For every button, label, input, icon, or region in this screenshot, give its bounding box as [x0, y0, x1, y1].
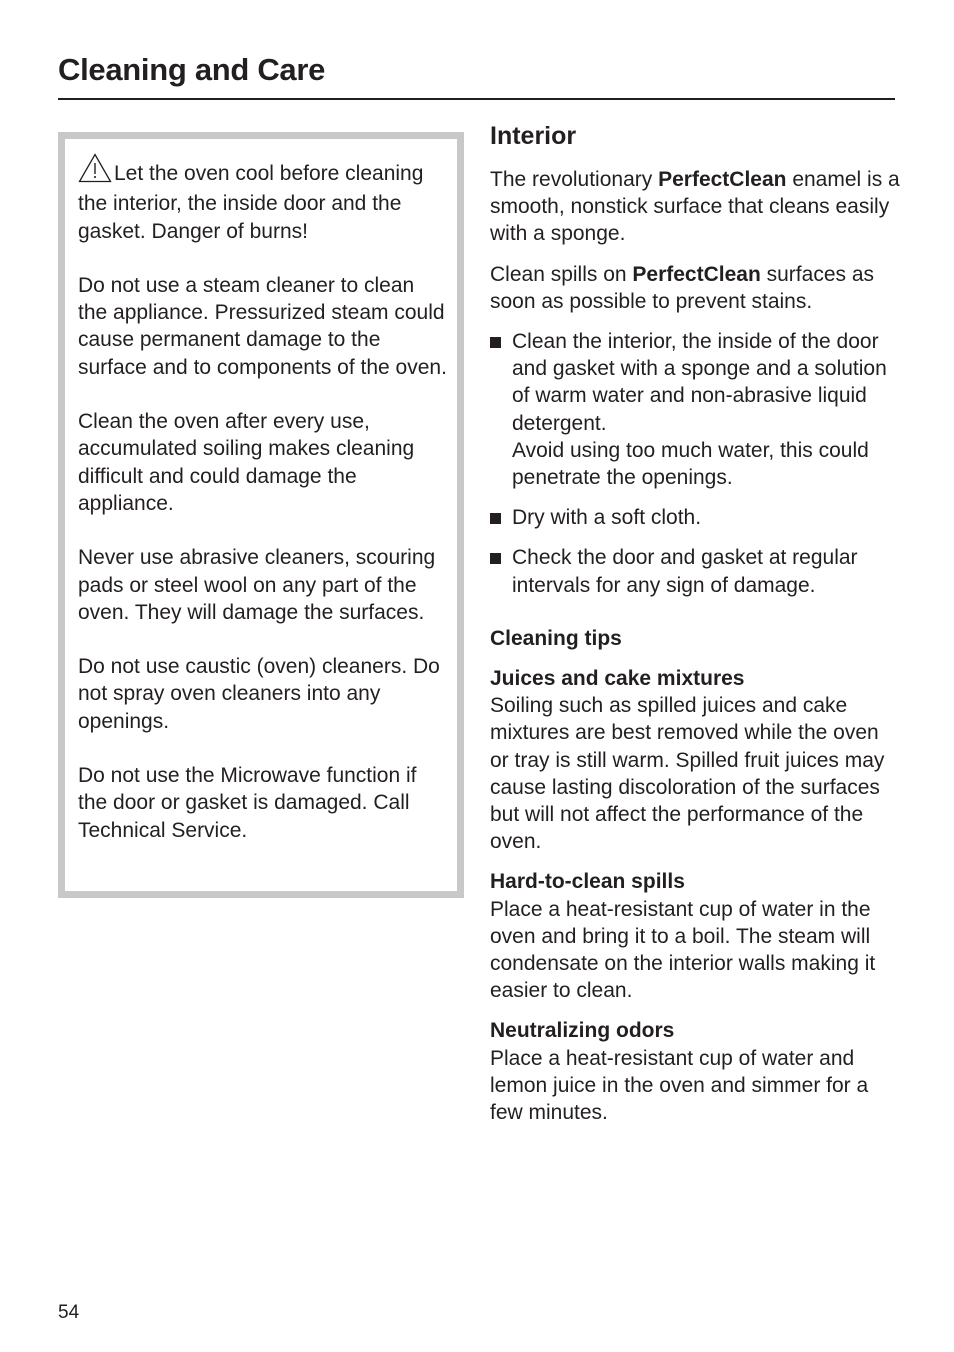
title-divider [58, 98, 895, 100]
list-item [490, 544, 900, 598]
list-item-text: Check the door and gasket at regular intervals for any sign of damage. [512, 546, 858, 597]
intro-paragraph [490, 261, 900, 315]
warning-paragraph: Do not use caustic (oven) cleaners. Do not spray oven cleaners into any openings. [78, 655, 440, 733]
warning-triangle-icon [78, 153, 112, 190]
square-bullet-icon [490, 513, 501, 524]
tip-juices [490, 665, 900, 855]
intro-text: surfaces as soon as possible to prevent stains. [490, 262, 875, 313]
intro-text: Clean spills on [490, 262, 633, 286]
cleaning-tips-heading: Cleaning tips [490, 626, 622, 650]
section-heading-interior: Interior [490, 122, 577, 150]
brand-term: PerfectClean [658, 168, 787, 191]
tip-heading: Juices and cake mixtures [490, 667, 745, 691]
warning-paragraph: Do not use the Microwave function if the door or gasket is damaged. Call Technical Service. [78, 764, 417, 842]
tip-hard-spills [490, 868, 900, 1004]
instruction-list [490, 328, 900, 599]
list-item [490, 328, 900, 491]
warning-paragraph: Do not use a steam cleaner to clean the appliance. Pressurized steam could cause permanent damage to the surface and to components of the oven. [78, 273, 447, 379]
page-title: Cleaning and Care [58, 52, 326, 87]
intro-text: enamel is a smooth, nonstick surface that cleans easily with a sponge. [490, 168, 900, 246]
list-item-text: Clean the interior, the inside of the door and gasket with a sponge and a solution of warm water and non-abrasive liquid detergent. [512, 330, 887, 435]
warning-paragraph [78, 153, 449, 245]
square-bullet-icon [490, 553, 501, 564]
tip-body: Place a heat-resistant cup of water in the oven and bring it to a boil. The steam will condensate on the interior walls making it easier to clean. [490, 897, 876, 1003]
square-bullet-icon [490, 337, 501, 348]
tip-body: Soiling such as spilled juices and cake mixtures are best removed while the oven or tray is still warm. Spilled fruit juices may cause lasting discoloration of the surfaces but will not affect the performance of the oven. [490, 694, 885, 854]
tip-heading: Hard-to-clean spills [490, 870, 685, 894]
intro-text: The revolutionary [490, 168, 659, 191]
tip-body: Place a heat-resistant cup of water and lemon juice in the oven and simmer for a few minutes. [490, 1046, 869, 1125]
tip-heading: Neutralizing odors [490, 1019, 675, 1043]
list-item-text: Dry with a soft cloth. [512, 506, 702, 530]
warning-text: Let the oven cool before cleaning the interior, the inside door and the gasket. Danger of burns! [78, 162, 424, 243]
intro-paragraph [490, 166, 900, 248]
interior-section [490, 118, 900, 1139]
tip-odors [490, 1017, 900, 1126]
safety-warning-box [58, 132, 464, 898]
warning-paragraph: Never use abrasive cleaners, scouring pads or steel wool on any part of the oven. They will damage the surfaces. [78, 546, 436, 624]
list-item [490, 504, 900, 531]
warning-paragraph: Clean the oven after every use, accumulated soiling makes cleaning difficult and could damage the appliance. [78, 410, 415, 515]
page-number: 54 [58, 1302, 80, 1323]
brand-term: PerfectClean [632, 262, 761, 286]
list-item-note: Avoid using too much water, this could penetrate the openings. [512, 438, 869, 490]
